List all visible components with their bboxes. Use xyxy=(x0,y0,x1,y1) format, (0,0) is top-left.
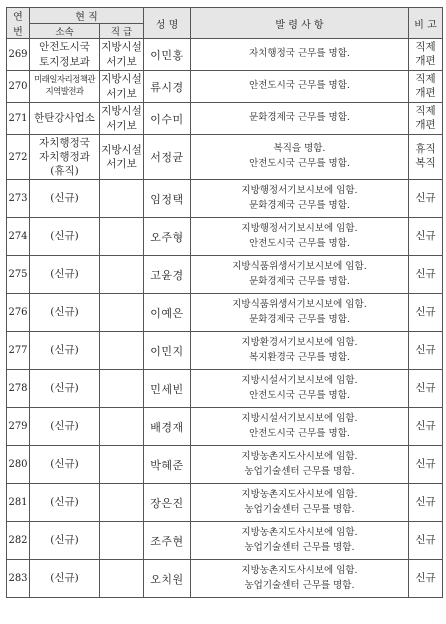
detail-line: 지방행정서기보시보에 임함. xyxy=(241,184,358,196)
table-row xyxy=(7,180,443,218)
detail-line: 농업기술센터 근무를 명함. xyxy=(244,579,355,591)
detail-line: 지방시설서기보시보에 임함. xyxy=(241,374,358,386)
remark-line: 신규 xyxy=(415,381,436,394)
row-remark xyxy=(409,256,443,294)
table-row xyxy=(7,446,443,484)
department-line: (신규) xyxy=(50,496,79,509)
row-number: 271 xyxy=(7,103,30,135)
grade-line: 지방시설 xyxy=(101,41,142,54)
row-name: 류시경 xyxy=(144,71,191,103)
detail-line: 문화경제국 근무를 명함. xyxy=(249,199,350,211)
department-line: (신규) xyxy=(50,382,79,395)
remark-line: 직제 xyxy=(415,72,436,85)
detail-line: 문화경제국 근무를 명함. xyxy=(249,112,350,124)
grade-line: 서기보 xyxy=(106,87,137,100)
row-name: 배경재 xyxy=(144,408,191,446)
table-row xyxy=(7,135,443,180)
row-remark xyxy=(409,294,443,332)
detail-line: 지방환경서기보시보에 임함. xyxy=(241,336,358,348)
row-grade xyxy=(100,408,144,446)
remark-line: 신규 xyxy=(415,457,436,470)
row-appointment-detail xyxy=(191,332,409,370)
table-body xyxy=(7,39,443,598)
remark-line: 직제 xyxy=(415,104,436,117)
row-department xyxy=(30,256,100,294)
remark-line: 신규 xyxy=(415,343,436,356)
header-number-top: 연 xyxy=(13,12,23,23)
row-department xyxy=(30,103,100,135)
row-appointment-detail xyxy=(191,103,409,135)
department-line: (휴직) xyxy=(50,165,79,178)
row-grade xyxy=(100,294,144,332)
remark-line: 신규 xyxy=(415,419,436,432)
row-appointment-detail xyxy=(191,71,409,103)
remark-line: 복직 xyxy=(415,157,436,169)
detail-line: 자치행정국 근무를 명함. xyxy=(249,48,350,60)
table-row xyxy=(7,370,443,408)
row-appointment-detail xyxy=(191,218,409,256)
row-department xyxy=(30,446,100,484)
detail-line: 농업기술센터 근무를 명함. xyxy=(244,503,355,515)
remark-line: 휴직 xyxy=(415,143,436,156)
header-number-bottom: 번 xyxy=(13,27,23,38)
department-line: 토지정보과 xyxy=(39,55,90,68)
row-number: 280 xyxy=(7,446,30,484)
row-name: 고윤경 xyxy=(144,256,191,294)
detail-line: 지방농촌지도사시보에 임함. xyxy=(241,564,358,576)
detail-line: 안전도시국 근무를 명함. xyxy=(249,237,350,249)
department-line: 미래일자리정책관 xyxy=(34,75,95,86)
table-row xyxy=(7,294,443,332)
header-row-1 xyxy=(7,8,443,24)
row-name: 이예은 xyxy=(144,294,191,332)
row-number: 269 xyxy=(7,39,30,71)
row-name: 조주현 xyxy=(144,522,191,560)
row-number: 272 xyxy=(7,135,30,180)
department-line: 지역발전과 xyxy=(45,86,84,97)
personnel-appointment-table xyxy=(6,7,443,598)
header-number xyxy=(7,8,30,39)
row-number: 277 xyxy=(7,332,30,370)
row-department xyxy=(30,180,100,218)
row-department xyxy=(30,484,100,522)
department-line: (신규) xyxy=(50,306,79,319)
row-grade xyxy=(100,218,144,256)
department-line: 안전도시국 xyxy=(39,41,90,54)
row-appointment-detail xyxy=(191,560,409,598)
remark-line: 개편 xyxy=(415,86,436,99)
department-line: (신규) xyxy=(50,230,79,243)
row-number: 281 xyxy=(7,484,30,522)
row-remark xyxy=(409,218,443,256)
row-remark xyxy=(409,135,443,180)
department-line: (신규) xyxy=(50,458,79,471)
row-remark xyxy=(409,39,443,71)
row-number: 270 xyxy=(7,71,30,103)
header-department: 소속 xyxy=(30,24,100,39)
department-line: 한탄강사업소 xyxy=(34,112,95,125)
remark-line: 개편 xyxy=(415,118,436,131)
table-row xyxy=(7,560,443,598)
row-department xyxy=(30,560,100,598)
remark-line: 개편 xyxy=(415,54,436,67)
row-grade xyxy=(100,256,144,294)
row-department xyxy=(30,294,100,332)
row-department xyxy=(30,332,100,370)
remark-line: 신규 xyxy=(415,229,436,242)
row-name: 오주형 xyxy=(144,218,191,256)
remark-line: 신규 xyxy=(415,571,436,584)
detail-line: 안전도시국 근무를 명함. xyxy=(249,427,350,439)
detail-line: 안전도시국 근무를 명함. xyxy=(249,158,350,169)
table-row xyxy=(7,256,443,294)
detail-line: 복직을 명함. xyxy=(273,143,326,155)
row-appointment-detail xyxy=(191,135,409,180)
row-appointment-detail xyxy=(191,522,409,560)
table-row xyxy=(7,332,443,370)
row-remark xyxy=(409,560,443,598)
row-name: 박혜준 xyxy=(144,446,191,484)
grade-line: 서기보 xyxy=(106,119,137,132)
remark-line: 신규 xyxy=(415,495,436,508)
row-grade xyxy=(100,446,144,484)
row-grade xyxy=(100,560,144,598)
row-appointment-detail xyxy=(191,408,409,446)
row-grade xyxy=(100,39,144,71)
detail-line: 안전도시국 근무를 명함. xyxy=(249,80,350,92)
detail-line: 농업기술센터 근무를 명함. xyxy=(244,541,355,553)
grade-line: 지방시설 xyxy=(101,105,142,118)
remark-line: 신규 xyxy=(415,305,436,318)
detail-line: 농업기술센터 근무를 명함. xyxy=(244,465,355,477)
row-appointment-detail xyxy=(191,39,409,71)
row-number: 282 xyxy=(7,522,30,560)
grade-line: 서기보 xyxy=(106,158,137,170)
department-line: 자치행정국 xyxy=(39,136,90,149)
row-appointment-detail xyxy=(191,294,409,332)
header-appointment-detail: 발 령 사 항 xyxy=(191,8,409,39)
remark-line: 신규 xyxy=(415,267,436,280)
row-number: 279 xyxy=(7,408,30,446)
detail-line: 지방농촌지도사시보에 임함. xyxy=(241,488,358,500)
row-remark xyxy=(409,180,443,218)
header-grade: 직 급 xyxy=(100,24,144,39)
grade-line: 서기보 xyxy=(106,55,137,68)
row-name: 이민홍 xyxy=(144,39,191,71)
table-row xyxy=(7,103,443,135)
header-name: 성 명 xyxy=(144,8,191,39)
row-department xyxy=(30,522,100,560)
row-number: 274 xyxy=(7,218,30,256)
row-grade xyxy=(100,180,144,218)
remark-line: 직제 xyxy=(415,40,436,53)
table-row xyxy=(7,71,443,103)
row-department xyxy=(30,370,100,408)
row-number: 278 xyxy=(7,370,30,408)
remark-line: 신규 xyxy=(415,533,436,546)
row-grade xyxy=(100,135,144,180)
row-remark xyxy=(409,332,443,370)
department-line: (신규) xyxy=(50,192,79,205)
table-row xyxy=(7,39,443,71)
table-row xyxy=(7,484,443,522)
row-remark xyxy=(409,103,443,135)
detail-line: 문화경제국 근무를 명함. xyxy=(249,275,350,287)
row-name: 이수미 xyxy=(144,103,191,135)
row-remark xyxy=(409,522,443,560)
row-number: 275 xyxy=(7,256,30,294)
department-line: (신규) xyxy=(50,534,79,547)
row-grade xyxy=(100,332,144,370)
detail-line: 안전도시국 근무를 명함. xyxy=(249,389,350,401)
row-appointment-detail xyxy=(191,446,409,484)
row-name: 이민지 xyxy=(144,332,191,370)
grade-line: 지방시설 xyxy=(101,73,142,86)
detail-line: 복지환경국 근무를 명함. xyxy=(249,351,350,363)
row-remark xyxy=(409,370,443,408)
row-name: 오치원 xyxy=(144,560,191,598)
department-line: (신규) xyxy=(50,344,79,357)
row-appointment-detail xyxy=(191,180,409,218)
row-grade xyxy=(100,522,144,560)
grade-line: 지방시설 xyxy=(101,143,142,156)
department-line: (신규) xyxy=(50,420,79,433)
table-row xyxy=(7,218,443,256)
row-grade xyxy=(100,370,144,408)
table-row xyxy=(7,522,443,560)
header-remark: 비 고 xyxy=(409,8,443,39)
table-row xyxy=(7,408,443,446)
row-name: 임정택 xyxy=(144,180,191,218)
row-name: 서정균 xyxy=(144,135,191,180)
department-line: (신규) xyxy=(50,572,79,585)
row-remark xyxy=(409,71,443,103)
row-remark xyxy=(409,408,443,446)
detail-line: 지방시설서기보시보에 임함. xyxy=(241,412,358,424)
row-name: 장은진 xyxy=(144,484,191,522)
detail-line: 지방농촌지도사시보에 임함. xyxy=(241,526,358,538)
department-line: (신규) xyxy=(50,268,79,281)
row-grade xyxy=(100,71,144,103)
row-appointment-detail xyxy=(191,256,409,294)
row-number: 273 xyxy=(7,180,30,218)
detail-line: 지방식품위생서기보시보에 임함. xyxy=(232,298,367,310)
row-department xyxy=(30,408,100,446)
detail-line: 지방식품위생서기보시보에 임함. xyxy=(232,260,367,272)
detail-line: 문화경제국 근무를 명함. xyxy=(249,313,350,325)
row-name: 민세빈 xyxy=(144,370,191,408)
detail-line: 지방농촌지도사시보에 임함. xyxy=(241,450,358,462)
detail-line: 지방행정서기보시보에 임함. xyxy=(241,222,358,234)
row-department xyxy=(30,218,100,256)
row-grade xyxy=(100,103,144,135)
row-department xyxy=(30,39,100,71)
row-appointment-detail xyxy=(191,484,409,522)
row-remark xyxy=(409,484,443,522)
row-number: 276 xyxy=(7,294,30,332)
row-number: 283 xyxy=(7,560,30,598)
row-appointment-detail xyxy=(191,370,409,408)
header-current-position: 현 직 xyxy=(30,8,144,24)
row-department xyxy=(30,71,100,103)
remark-line: 신규 xyxy=(415,191,436,204)
department-line: 자치행정과 xyxy=(39,150,90,163)
row-department xyxy=(30,135,100,180)
row-remark xyxy=(409,446,443,484)
row-grade xyxy=(100,484,144,522)
